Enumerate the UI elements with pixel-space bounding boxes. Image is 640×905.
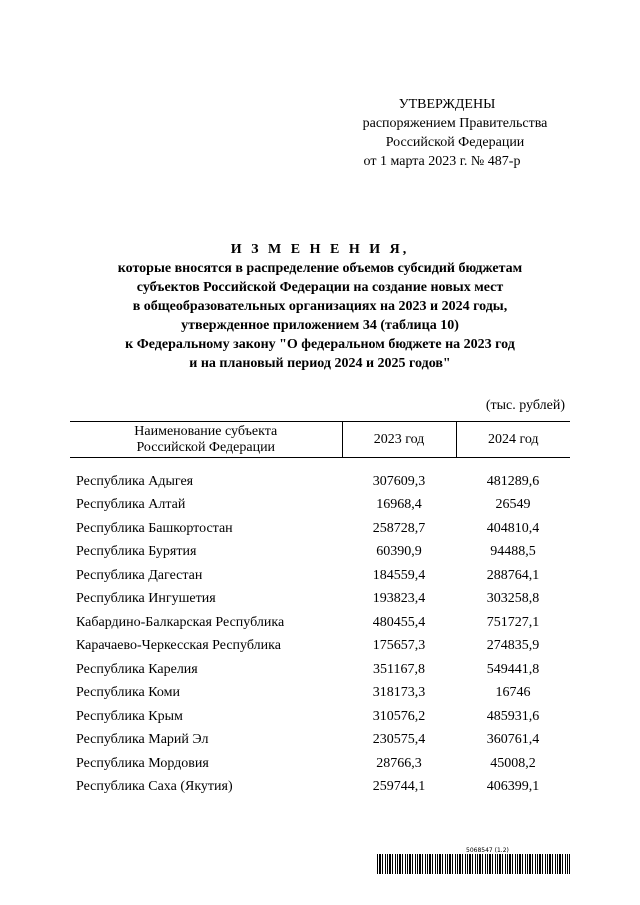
value-2024: 26549: [495, 497, 531, 513]
title-line: субъектов Российской Федерации на создание новых мест: [136, 280, 504, 295]
barcode: [377, 854, 570, 874]
value-2024: 549441,8: [486, 661, 540, 677]
value-2024: 303258,8: [486, 591, 540, 607]
approval-line-2: Российской Федерации: [385, 135, 525, 150]
header-2023: 2023 год: [342, 422, 456, 458]
value-2024: 406399,1: [486, 779, 540, 795]
value-2024: 288764,1: [486, 567, 540, 583]
subject-name: Республика Крым: [76, 708, 183, 724]
subject-name: Республика Башкортостан: [76, 520, 233, 536]
value-2023: 480455,4: [372, 614, 426, 630]
subject-name: Республика Ингушетия: [76, 591, 216, 607]
spacer-row: [70, 458, 570, 471]
value-2023: 28766,3: [376, 755, 422, 771]
value-2023: 60390,9: [376, 544, 422, 560]
header-subject-name: Наименование субъекта Российской Федерации: [70, 422, 342, 458]
value-2023: 318173,3: [372, 685, 426, 701]
table-row: [70, 776, 570, 800]
table-row: [70, 752, 570, 776]
table-row: [70, 588, 570, 612]
value-2024: 16746: [495, 685, 531, 701]
title-line: которые вносятся в распределение объемов субсидий бюджетам: [117, 261, 523, 276]
value-2023: 259744,1: [372, 779, 426, 795]
value-2023: 310576,2: [372, 708, 426, 724]
subject-name: Республика Мордовия: [76, 755, 209, 771]
value-2024: 751727,1: [486, 614, 540, 630]
value-2023: 16968,4: [376, 497, 422, 513]
table-row: [70, 705, 570, 729]
header-2024: 2024 год: [456, 422, 570, 458]
subject-name: Республика Коми: [76, 685, 180, 701]
value-2024: 404810,4: [486, 520, 540, 536]
approval-line-1: распоряжением Правительства: [362, 116, 548, 131]
subject-name: Республика Дагестан: [76, 567, 203, 583]
subject-name: Республика Бурятия: [76, 544, 197, 560]
subject-name: Республика Марий Эл: [76, 732, 209, 748]
value-2023: 175657,3: [372, 638, 426, 654]
table-row: [70, 494, 570, 518]
value-2024: 274835,9: [486, 638, 540, 654]
title-heading: И З М Е Н Е Н И Я,: [230, 242, 410, 257]
table-row: [70, 611, 570, 635]
value-2023: 258728,7: [372, 520, 426, 536]
approval-heading: УТВЕРЖДЕНЫ: [398, 97, 496, 112]
table-row: [70, 470, 570, 494]
document-title: [40, 240, 600, 373]
table-row: [70, 658, 570, 682]
subject-name: Республика Саха (Якутия): [76, 779, 233, 795]
value-2024: 360761,4: [486, 732, 540, 748]
subject-name: Республика Адыгея: [76, 473, 194, 489]
approval-date-number: от 1 марта 2023 г. № 487-р: [363, 154, 521, 169]
table-row: [70, 517, 570, 541]
title-line: в общеобразовательных организациях на 2023 и 2024 годы,: [132, 299, 508, 314]
subject-name: Кабардино-Балкарская Республика: [76, 614, 285, 630]
table-row: [70, 729, 570, 753]
value-2024: 94488,5: [490, 544, 536, 560]
value-2023: 351167,8: [373, 661, 425, 677]
table-row: [70, 635, 570, 659]
table-body: [70, 458, 570, 800]
table-header-row: [70, 422, 570, 458]
approval-block: [330, 95, 580, 171]
title-line: утвержденное приложением 34 (таблица 10): [181, 318, 459, 333]
value-2023: 307609,3: [372, 473, 426, 489]
value-2023: 193823,4: [372, 591, 426, 607]
title-line: и на плановый период 2024 и 2025 годов": [189, 356, 451, 371]
barcode-id: 5068547 (1.2): [466, 847, 509, 854]
units-label: (тыс. рублей): [485, 398, 565, 413]
table-row: [70, 564, 570, 588]
subject-name: Республика Карелия: [76, 661, 198, 677]
title-line: к Федеральному закону "О федеральном бюджете на 2023 год: [125, 337, 515, 352]
subsidy-table: [70, 421, 570, 799]
subject-name: Карачаево-Черкесская Республика: [76, 638, 281, 654]
table-row: [70, 682, 570, 706]
value-2023: 230575,4: [372, 732, 426, 748]
subject-name: Республика Алтай: [76, 497, 186, 513]
value-2023: 184559,4: [372, 567, 426, 583]
value-2024: 45008,2: [490, 755, 536, 771]
value-2024: 481289,6: [486, 473, 540, 489]
value-2024: 485931,6: [486, 708, 540, 724]
table-row: [70, 541, 570, 565]
